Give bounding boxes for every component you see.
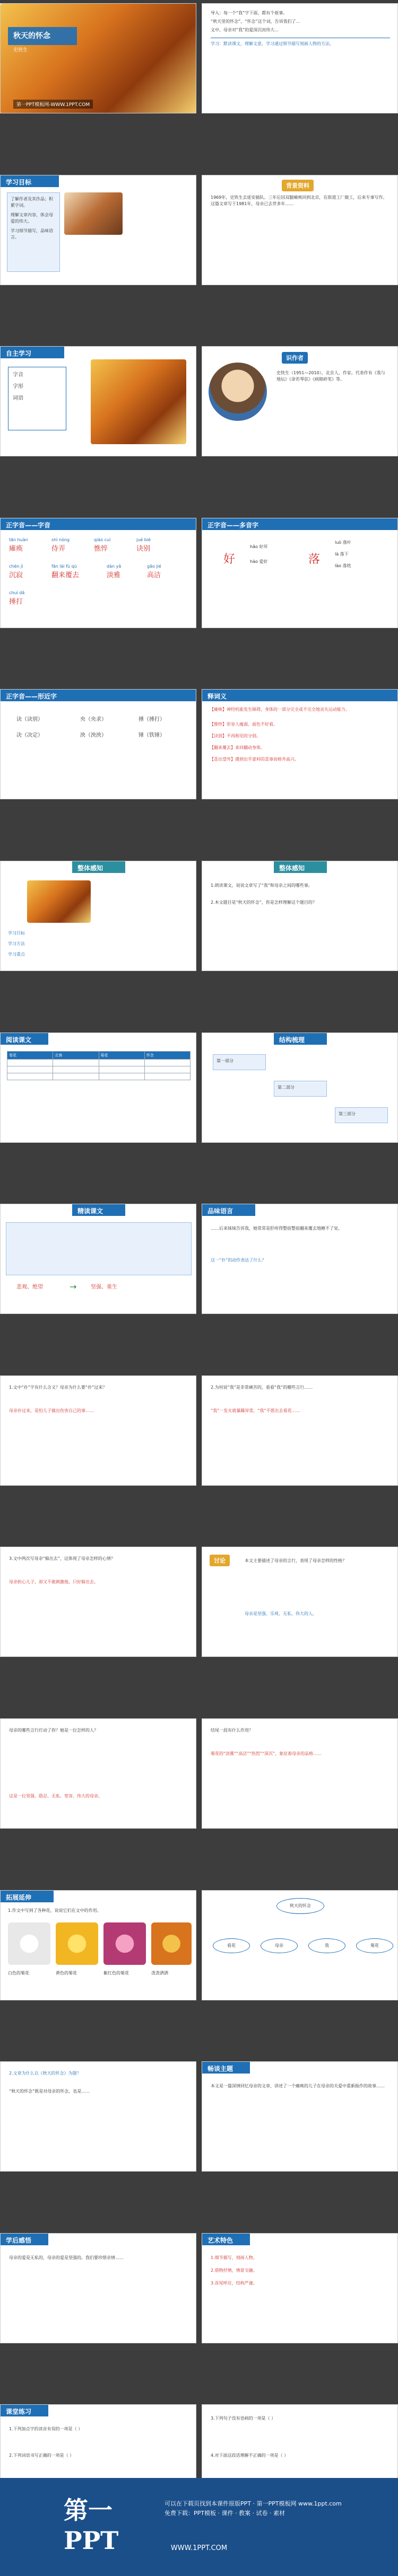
flower-field-image	[151, 1922, 192, 1965]
art-item: 1.细节描写，刻画人物。	[211, 2255, 257, 2260]
cover-author: 史铁生	[13, 48, 28, 53]
analysis-table	[6, 1222, 192, 1275]
art-item: 3.首尾呼应，结构严谨。	[211, 2280, 257, 2286]
goals-list	[7, 192, 60, 272]
slide-vocab[interactable]	[202, 689, 398, 799]
polyphone-2: 落	[308, 552, 321, 566]
pinyin-2: shì nòng	[51, 537, 70, 542]
word-6: 翻来覆去	[51, 571, 80, 579]
q2-answer: “我”一发火就暴躁异常，“我”不愿出去看花……	[211, 1408, 300, 1413]
slide-analysis[interactable]	[0, 1204, 196, 1314]
reading-row: 菊花	[99, 1051, 144, 1059]
pinyin-8: gāo jié	[147, 563, 161, 569]
practice-item: 3.下列句子没有语病的一项是（ ）	[211, 2416, 276, 2421]
theme-text: 本文是一篇深情回忆母亲的文章，讲述了一个瘫痪的儿子在母亲的关爱中重新振作的故事……	[211, 2084, 385, 2089]
polyphone-2-b: là 落下	[335, 551, 349, 557]
art-title: 艺术特色	[202, 2234, 250, 2245]
overall1-title: 整体感知	[72, 861, 125, 873]
intro-line-1: 导入：每一个“我”字下面，都有个故事。	[211, 11, 288, 15]
structure-node-label: 第二部分	[278, 1084, 295, 1090]
self-study-list	[8, 367, 66, 430]
polyphone-1-b: hào 爱好	[250, 559, 268, 564]
intro-note: 学习：默读课文，理解文意，学习通过细节描写刻画人物的方法。	[211, 41, 334, 46]
author-text: 史铁生（1951—2010），北京人，作家。代表作有《我与地坛》《命若琴弦》《病隙碎笔》等。	[276, 370, 385, 382]
pinyin-5: chén jì	[9, 563, 23, 569]
think-answer: 母亲是坚强、乐观、无私、伟大的人。	[245, 1611, 317, 1617]
intro-line-3: 文中，母亲对“我”的爱深沉而伟大...	[211, 28, 279, 32]
overall1-item: 学习方法	[8, 941, 25, 946]
practice-item: 2.下列词语书写正确的一项是（ ）	[9, 2453, 74, 2458]
word-2: 侍弄	[51, 544, 66, 553]
self-study-item: 字音	[13, 372, 23, 378]
similar-word: 泱（泱泱）	[80, 733, 107, 739]
structure-title: 结构梳理	[274, 1033, 327, 1045]
pinyin-7: dàn yǎ	[107, 563, 122, 569]
think-text: 本文主要描述了母亲的言行，表现了母亲怎样的性格？	[245, 1558, 347, 1564]
park-photo	[27, 880, 91, 923]
flower-label: 紫红色的菊花	[103, 1970, 129, 1975]
flowers-title: 拓展延伸	[1, 1891, 54, 1902]
gains-text: 母亲的爱是无私的，母亲的爱是坚强的。我们要珍惜亲情……	[9, 2255, 124, 2260]
structure-node-label: 第一部分	[217, 1058, 233, 1063]
q3-text: 3.文中两次写母亲“躲出去”，这体现了母亲怎样的心情？	[9, 1556, 115, 1562]
similar-word: 决（决定）	[16, 733, 43, 739]
practice-item: 1.下列加点字的读音有误的一项是（ ）	[9, 2427, 83, 2432]
overall1-item: 学习目标	[8, 930, 25, 936]
word-8: 高洁	[147, 571, 161, 579]
goal-item: 了解作者及其作品；积累字词。	[11, 196, 53, 208]
pinyin-4: jué bié	[136, 537, 151, 542]
vocab-item: 【翻来覆去】来回翻动身体。	[210, 745, 265, 751]
vocab-item: 【瘫痪】神经机能发生障碍，身体的一部分完全或不完全地丧失运动能力。	[210, 707, 350, 712]
arrow-right-icon: →	[70, 1282, 77, 1292]
purple-chrysanthemum-image	[103, 1922, 146, 1965]
similar-word: 捶（捶打）	[139, 717, 165, 723]
autumn-photo	[1, 4, 196, 113]
ending-question: 结尾一段有什么作用？	[211, 1727, 253, 1733]
background-text: 1969年，史铁生去延安插队。三年后因双腿瘫痪回到北京，在街道工厂做工，后来专事写作。这篇文章写于1981年，母亲已去世多年……	[211, 195, 387, 206]
author-portrait	[209, 363, 267, 421]
reading-title: 阅读课文	[1, 1033, 48, 1045]
flowers-caption: 1.作文中写到了各种花，说说它们在文中的作用。	[8, 1908, 101, 1913]
language-question: 这一“扑”的动作表达了什么？	[211, 1258, 266, 1263]
analysis-label-1: 悲观、绝望	[16, 1284, 43, 1291]
brand-url[interactable]: WWW.1PPT.COM	[170, 2544, 228, 2552]
reading-table	[7, 1051, 191, 1080]
think-prompt: 讨论	[210, 1555, 230, 1566]
pinyin-6: fān lái fù qù	[51, 563, 77, 569]
intro-line-2: “秋天里的怀念”，“怀念”这个词，告诉我们了...	[211, 19, 300, 24]
map-node: 母亲	[261, 1938, 298, 1953]
study-photo	[64, 192, 123, 235]
slide-q3[interactable]	[0, 1547, 196, 1657]
flower-label: 白色的菊花	[8, 1970, 29, 1975]
slide-map[interactable]	[202, 1890, 398, 2000]
practice-title: 课堂练习	[1, 2405, 48, 2416]
slide-structure[interactable]	[202, 1033, 398, 1143]
gains-title: 学后感悟	[1, 2234, 48, 2245]
brand-line-1: 可以在下载页找到本课件原版PPT · 第一PPT模板网 www.1ppt.com	[165, 2500, 342, 2507]
reading-row: 看花	[7, 1051, 53, 1059]
white-chrysanthemum-image	[8, 1922, 50, 1965]
map-node: 看花	[213, 1938, 250, 1953]
vocab-item: 【憔悴】形容人瘦弱，面色不好看。	[210, 722, 278, 727]
map-node: 我	[308, 1938, 345, 1953]
words3-title: 正字音——形近字	[1, 690, 196, 701]
background-badge: 背景资料	[282, 180, 314, 191]
mother-text: 母亲的哪些言行打动了你？她是一位怎样的人？	[9, 1727, 98, 1733]
slide-art[interactable]	[202, 2233, 398, 2343]
slide-words-2[interactable]	[202, 518, 398, 628]
overall1-item: 学习重点	[8, 951, 25, 957]
similar-word: 诀（诀别）	[16, 717, 43, 723]
language-title: 品味语言	[202, 1204, 255, 1216]
end-question: 2.文章为什么以《秋天的怀念》为题？	[9, 2071, 81, 2076]
slide-overall-1[interactable]	[0, 861, 196, 971]
word-5: 沉寂	[9, 571, 23, 579]
brand-line-2: 免费下载：PPT模板 · 课件 · 教案 · 试卷 · 素材	[165, 2510, 285, 2517]
word-1: 瘫痪	[9, 544, 23, 553]
goals-title: 学习目标	[1, 175, 59, 187]
polyphone-2-c: lào 落枕	[335, 563, 351, 568]
word-3: 憔悴	[94, 544, 108, 553]
slide-author[interactable]	[202, 346, 398, 456]
polyphone-1: 好	[223, 552, 236, 566]
cover-title: 秋天的怀念	[8, 27, 77, 45]
similar-word: 锤（铁锤）	[139, 733, 165, 739]
vocab-item: 【喜出望外】遇到出乎意料的喜事而格外高兴。	[210, 757, 299, 762]
overall2-item: 1.朗读课文，说说文章写了“我”和母亲之间的哪些事。	[211, 883, 313, 888]
slide-words-1[interactable]	[0, 518, 196, 628]
overall2-item: 2.本文题目是“秋天的怀念”，你是怎样理解这个题目的？	[211, 899, 317, 905]
structure-node	[274, 1081, 327, 1097]
slide-background[interactable]	[202, 175, 398, 285]
words1-title: 正字音——字音	[1, 518, 196, 530]
slide-theme[interactable]	[202, 2061, 398, 2172]
flower-label: 泼泼洒洒	[151, 1970, 168, 1975]
brand-text	[165, 2499, 387, 2518]
author-title: 识作者	[282, 352, 308, 364]
polyphone-2-a: luò 落叶	[335, 540, 351, 545]
slide-self-study[interactable]	[0, 346, 196, 456]
cover-footer: 第一PPT模板网-WWW.1PPT.COM	[13, 100, 93, 109]
pinyin-1: tān huàn	[9, 537, 28, 542]
self-study-item: 字形	[13, 384, 23, 390]
slide-end-text[interactable]	[0, 2061, 196, 2172]
analysis-title: 精读课文	[72, 1204, 125, 1216]
brand-logo: 第一PPT	[64, 2496, 119, 2555]
map-node: 菊花	[356, 1938, 393, 1953]
structure-node-label: 第三部分	[339, 1111, 356, 1116]
slide-language[interactable]	[202, 1204, 398, 1314]
q1-text: 1.文中“扑”字有什么含义？母亲为什么要“扑”过来？	[9, 1384, 107, 1390]
q1-answer: 母亲扑过来，是怕儿子做出伤害自己的事……	[9, 1408, 94, 1413]
polyphone-1-a: hǎo 好坏	[250, 544, 268, 549]
q3-answer: 母亲担心儿子，却又不敢刺激他，只好躲出去。	[9, 1580, 98, 1585]
theme-title: 畅谈主题	[202, 2062, 250, 2074]
slide-gains[interactable]	[0, 2233, 196, 2343]
art-item: 2.借物抒情，情景交融。	[211, 2268, 257, 2273]
reading-row: 北海	[53, 1051, 99, 1059]
self-study-item: 词语	[13, 395, 23, 402]
structure-node	[335, 1107, 388, 1123]
word-4: 诀别	[136, 544, 151, 553]
brand-footer	[0, 2478, 398, 2576]
structure-node	[213, 1054, 266, 1070]
slide-overall-2[interactable]	[202, 861, 398, 971]
map-root: 秋天的怀念	[276, 1898, 324, 1914]
yellow-chrysanthemum-image	[56, 1922, 98, 1965]
slide-ending[interactable]	[202, 1718, 398, 1829]
vocab-title: 释词义	[202, 690, 397, 701]
practice-item: 4.对下面这段话理解不正确的一项是（ ）	[211, 2453, 289, 2458]
words2-title: 正字音——多音字	[202, 518, 397, 530]
slide-goals[interactable]	[0, 175, 196, 285]
end-answer: “秋天的怀念”既是对母亲的怀念，也是……	[9, 2089, 90, 2094]
slide-reading[interactable]	[0, 1033, 196, 1143]
q2-text: 2.为何说“我”是非常痛苦的，看看“我”的哪些言行……	[211, 1384, 313, 1390]
self-study-title: 自主学习	[1, 347, 64, 358]
analysis-label-2: 坚强、重生	[91, 1284, 117, 1291]
language-text: ……后来妹妹告诉我，她常常是肝疼得整宿整宿翻来覆去地睡不了觉。	[211, 1226, 342, 1231]
pinyin-9: chuí dǎ	[9, 590, 25, 595]
reading-row: 怀念	[144, 1051, 190, 1059]
slide-words-3[interactable]	[0, 689, 196, 799]
slide-q1[interactable]	[0, 1375, 196, 1486]
vocab-item: 【诀别】不再相见的分别。	[210, 734, 261, 739]
word-9: 捶打	[9, 597, 23, 606]
goal-item: 理解文章内容，体会母爱的伟大。	[11, 212, 53, 224]
goal-item: 学习细节描写，品味语言。	[11, 228, 53, 240]
ending-answer: 菊花的“淡雅”“高洁”“热烈”“深沉”，象征着母亲的品格……	[211, 1751, 322, 1756]
slide-mother[interactable]	[0, 1718, 196, 1829]
pinyin-3: qiáo cuì	[94, 537, 111, 542]
slide-flowers[interactable]	[0, 1890, 196, 2000]
slide-intro[interactable]	[202, 3, 398, 113]
autumn-leaves-photo	[91, 359, 186, 444]
similar-word: 央（央求）	[80, 717, 107, 723]
word-7: 淡雅	[107, 571, 121, 579]
flower-label: 黄色的菊花	[56, 1970, 77, 1975]
overall2-title: 整体感知	[274, 861, 327, 873]
slide-q2[interactable]	[202, 1375, 398, 1486]
slide-cover[interactable]	[0, 3, 196, 113]
mother-highlight: 这是一位坚强、隐忍、无私、宽容、伟大的母亲。	[9, 1793, 102, 1798]
slide-think[interactable]	[202, 1547, 398, 1657]
